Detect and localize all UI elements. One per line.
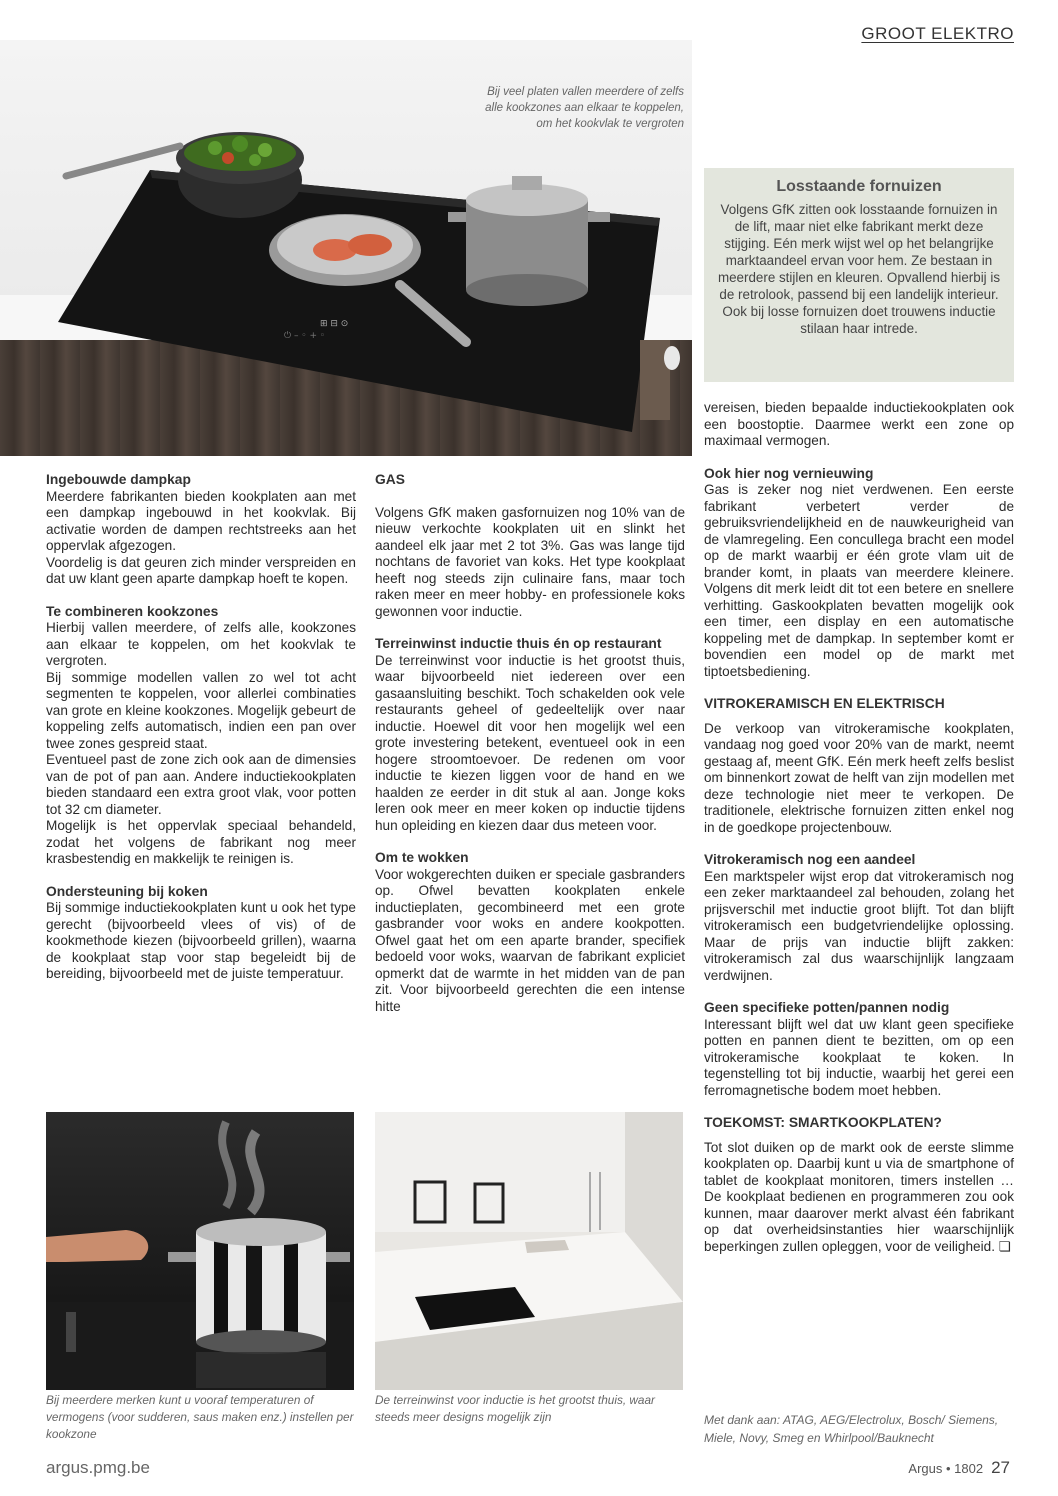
paragraph: Volgens GfK maken gasfornuizen nog 10% van de nieuw verkochte kookplaten uit en slinkt het aandeel elk jaar met 2 tot 3%. Gas was lange tijd nochtans de favoriet van koks. Het type kookplaat heeft nog steeds zijn culinaire fans, maar toch raken meer en meer hobby- en professionele koks gewonnen voor inductie. <box>375 504 685 619</box>
heading-ondersteuning-bij-koken: Ondersteuning bij koken <box>46 883 208 899</box>
heading-gas: GAS <box>375 472 405 487</box>
kitchen-island-image <box>375 1112 683 1390</box>
issue-label: Argus • 1802 <box>908 1461 984 1476</box>
paragraph-text: Tot slot duiken op de markt ook de eerste slimme kookplaten op. Daarbij kunt u via de smartphone of tablet de kookplaat monitoren, timers instellen … De kookplaat bedienen en programmeren zou ook kunnen, maar daarover merkt alvast één fabrikant op dat overheidsinstanties hier waarschijnlijk beperkingen zullen opleggen, voor de veiligheid. <box>704 1139 1014 1254</box>
paragraph: De verkoop van vitrokeramische kookplaten, vandaag nog goed voor 20% van de markt, neemt gestaag af, meent GfK. Eén merk heeft zelfs beslist om binnenkort zowat de helft van zijn modellen met deze technologie niet meer te verkopen. De traditionele, elektrische fornuizen zitten enkel nog in de goedkope projectenbouw. <box>704 720 1014 835</box>
paragraph: Een marktspeler wijst erop dat vitrokeramisch nog een zeker marktaandeel zal behouden, zolang het prijsverschil met inductie groot blijft. Tot dan blijft vitrokeramisch een budgetvriendelijke oplossing. Maar de prijs van inductie blijft zakken: vitrokeramisch zal dus waarschijnlijk langzaam verdwijnen. <box>704 868 1014 983</box>
heading-om-te-wokken: Om te wokken <box>375 850 469 865</box>
heading-ook-hier-nog-vernieuwing: Ook hier nog vernieuwing <box>704 465 874 481</box>
paragraph: vereisen, bieden bepaalde inductiekookplaten ook een boostoptie. Daarmee werkt een zone op maximaal vermogen. <box>704 400 1014 448</box>
pot-on-cooktop-image <box>46 1112 354 1390</box>
heading-terreinwinst-inductie: Terreinwinst inductie thuis én op restaurant <box>375 636 662 651</box>
paragraph: Hierbij vallen meerdere, of zelfs alle, kookzones aan elkaar te koppelen, om het kookvlak te vergroten. <box>46 620 356 668</box>
paragraph: De terreinwinst voor inductie is het grootst thuis, waar bijvoorbeeld niet iedereen over een gasaansluiting beschikt. Toch schakelden ook vele restaurants geheel of gedeeltelijk over naar inductie. Hoewel dit voor hen mogelijk wel een grote investering betekent, eventueel ook in een hogere stroomtoevoer. De redenen om voor inductie te kiezen liggen voor de hand en we haalden ze eerder in dit stuk al aan. Jonge koks leren ook meer en meer koken op inductie tijdens hun opleiding en kiezen daar dus meteen voor. <box>375 652 685 833</box>
column-3 <box>704 400 1014 1255</box>
paragraph: Gas is zeker nog niet verdwenen. Een eerste fabrikant verbetert verder de gebruiksvriendelijkheid en de nauwkeurigheid van de vlamregeling. Een concullega bracht een model op de markt waarbij er één grote vlam uit de brander komt, in plaats van meerdere kleinere. Volgens dit merk leidt dit tot een betere en snellere verhitting. Gaskookplaten bevatten mogelijk ook een timer, een display en een automatische koppeling met de dampkap. In september komt er bovendien een model op de markt met tiptoetsbediening. <box>704 482 1014 679</box>
heading-ingebouwde-dampkap: Ingebouwde dampkap <box>46 472 191 487</box>
page-number: 27 <box>991 1458 1010 1477</box>
section-label: GROOT ELEKTRO <box>861 24 1014 43</box>
right-image-caption: De terreinwinst voor inductie is het grootst thuis, waar steeds meer designs mogelijk zijn <box>375 1393 655 1424</box>
footer-url[interactable]: argus.pmg.be <box>46 1458 150 1477</box>
footer-issue <box>908 1458 1010 1478</box>
heading-vitrokeramisch-en-elektrisch: VITROKERAMISCH EN ELEKTRISCH <box>704 696 945 711</box>
paragraph: Eventueel past de zone zich ook aan de dimensies van de pot of pan aan. Andere inductiekookplaten bieden standaard een extra groot vlak, voor potten tot 32 cm diameter. <box>46 752 356 817</box>
paragraph <box>704 1140 1014 1256</box>
thanks-note: Met dank aan: ATAG, AEG/Electrolux, Bosch/ Siemens, Miele, Novy, Smeg en Whirlpool/Bauknecht <box>704 1413 999 1445</box>
sidebar-box <box>704 168 1014 382</box>
paragraph: Bij sommige modellen vallen zo wel tot acht segmenten te koppelen, voor allerlei combinaties van grote en kleine kookzones. Mogelijk gebeurt de koppeling zelfs automatisch, indien een pan over twee zones gespreid staat. <box>46 669 356 751</box>
paragraph: Mogelijk is het oppervlak speciaal behandeld, zodat het volgens de fabrikant nog meer krasbestendig en makkelijk te reinigen is. <box>46 818 356 866</box>
heading-geen-specifieke-potten: Geen specifieke potten/pannen nodig <box>704 1000 950 1015</box>
display-glyphs: ⊞ ⊟ ⊙ <box>320 319 349 329</box>
paragraph: Bij sommige inductiekookplaten kunt u ook het type gerecht (bijvoorbeeld vlees of vis) of de kookmethode kiezen (bijvoorbeeld grillen), waarna de kookplaat stap voor stap begeleidt bij de bereiding, bijvoorbeeld met de juiste temperatuur. <box>46 900 356 981</box>
pot-illustration <box>46 1112 354 1390</box>
kitchen-illustration <box>375 1112 683 1390</box>
control-panel-glyphs: ⏻ – ◦ + ◦ <box>284 331 326 341</box>
heading-te-combineren-kookzones: Te combineren kookzones <box>46 603 219 619</box>
sidebar-title: Losstaande fornuizen <box>776 178 942 195</box>
heading-vitrokeramisch-nog-een-aandeel: Vitrokeramisch nog een aandeel <box>704 852 916 867</box>
column-1 <box>46 472 356 983</box>
left-image-caption: Bij meerdere merken kunt u vooraf temperaturen of vermogens (voor sudderen, saus maken enz.) instellen per kookzone <box>46 1393 354 1441</box>
sidebar-text: Volgens GfK zitten ook losstaande fornuizen in de lift, maar niet elke fabrikant merkt deze stijging. Eén merk wijst wel op het belangrijke marktaandeel ervan voor hem. Ze bestaan in meerdere stijlen en kleuren. Opvallend hierbij is de retrolook, passend bij een landelijk interieur. Ook bij losse fornuizen doet trouwens inductie stilaan haar intrede. <box>717 202 1001 336</box>
paragraph: Interessant blijft wel dat uw klant geen specifieke potten en pannen dient te bezitten, om op een vitrokeramische kookplaat te koken. In tegenstelling tot bij inductie, waarbij het gerei een ferromagnetische bodem moet hebben. <box>704 1016 1014 1098</box>
hero-caption: Bij veel platen vallen meerdere of zelfs alle kookzones aan elkaar te koppelen, om het kookvlak te vergroten <box>485 86 684 130</box>
column-2 <box>375 472 685 1015</box>
paragraph: Voordelig is dat geuren zich minder verspreiden en dat uw klant geen aparte dampkap hoeft te kopen. <box>46 554 356 586</box>
end-mark: ❏ <box>998 1238 1011 1254</box>
heading-toekomst-smartkookplaten: TOEKOMST: SMARTKOOKPLATEN? <box>704 1115 942 1130</box>
paragraph: Meerdere fabrikanten bieden kookplaten aan met een dampkap ingebouwd in het kookvlak. Bij activatie worden de dampen rechtstreeks aan het oppervlak afgezogen. <box>46 488 356 553</box>
paragraph: Voor wokgerechten duiken er speciale gasbranders op. Ofwel bevatten kookplaten enkele inductieplaten, gecombineerd met een grote gasbrander voor woks en andere kookpotten. Ofwel gaat het om een aparte brander, specifiek bedoeld voor woks, waarvan de fabrikant expliciet opmerkt dat de warmte in het midden van de pan zit. Voor bijvoorbeeld gerechten die een intense hitte <box>375 866 685 1014</box>
